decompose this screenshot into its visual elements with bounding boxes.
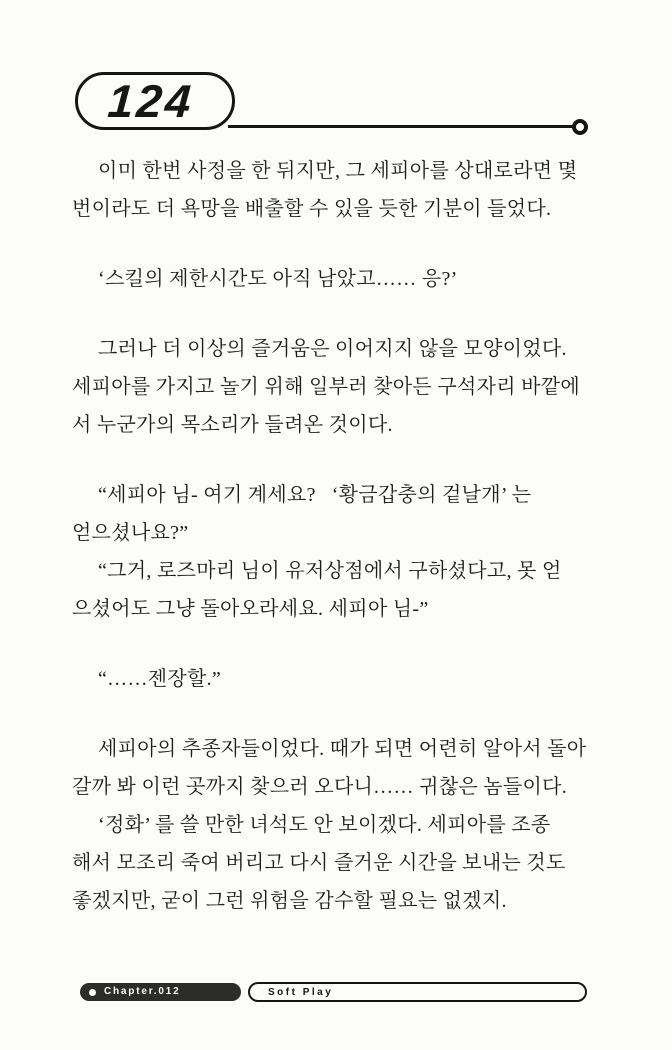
header-rule <box>228 125 576 128</box>
chapter-dot-icon <box>89 989 96 996</box>
text-line: “……젠장할.” <box>98 668 222 690</box>
text-line: 세피아의 추종자들이었다. 때가 되면 어련히 알아서 돌아 <box>98 738 587 760</box>
text-line: 갈까 봐 이런 곳까지 찾으러 오다니…… 귀찮은 놈들이다. <box>72 776 568 798</box>
text-line: 서 누군가의 목소리가 들려온 것이다. <box>72 414 393 436</box>
text-line: ‘스킬의 제한시간도 아직 남았고…… 응?’ <box>98 268 458 290</box>
text-line: 으셨어도 그냥 돌아오라세요. 세피아 님-” <box>72 598 429 620</box>
line-end-ring-icon <box>572 119 588 135</box>
chapter-label: Chapter.012 <box>104 986 181 997</box>
text-line: “그거, 로즈마리 님이 유저상점에서 구하셨다고, 못 얻 <box>98 560 562 582</box>
body-text <box>72 152 600 920</box>
book-title-pill <box>248 982 587 1002</box>
chapter-pill <box>80 983 241 1001</box>
text-line: 세피아를 가지고 놀기 위해 일부러 찾아든 구석자리 바깥에 <box>72 376 580 398</box>
text-line: 얻으셨나요?” <box>72 522 189 544</box>
text-line: 좋겠지만, 굳이 그런 위험을 감수할 필요는 없겠지. <box>72 890 507 912</box>
text-line: ‘정화’ 를 쓸 만한 녀석도 안 보이겠다. 세피아를 조종 <box>98 814 551 836</box>
page-number: 124 <box>106 75 196 127</box>
text-line: 이미 한번 사정을 한 뒤지만, 그 세피아를 상대로라면 몇 <box>98 160 578 182</box>
book-title-label: Soft Play <box>268 986 334 998</box>
page-number-pill <box>75 72 235 130</box>
text-line: “세피아 님- 여기 계세요? ‘황금갑충의 겉날개’ 는 <box>98 484 532 506</box>
text-line: 그러나 더 이상의 즐거움은 이어지지 않을 모양이었다. <box>98 338 567 360</box>
text-line: 해서 모조리 죽여 버리고 다시 즐거운 시간을 보내는 것도 <box>72 852 566 874</box>
text-line: 번이라도 더 욕망을 배출할 수 있을 듯한 기분이 들었다. <box>72 198 552 220</box>
